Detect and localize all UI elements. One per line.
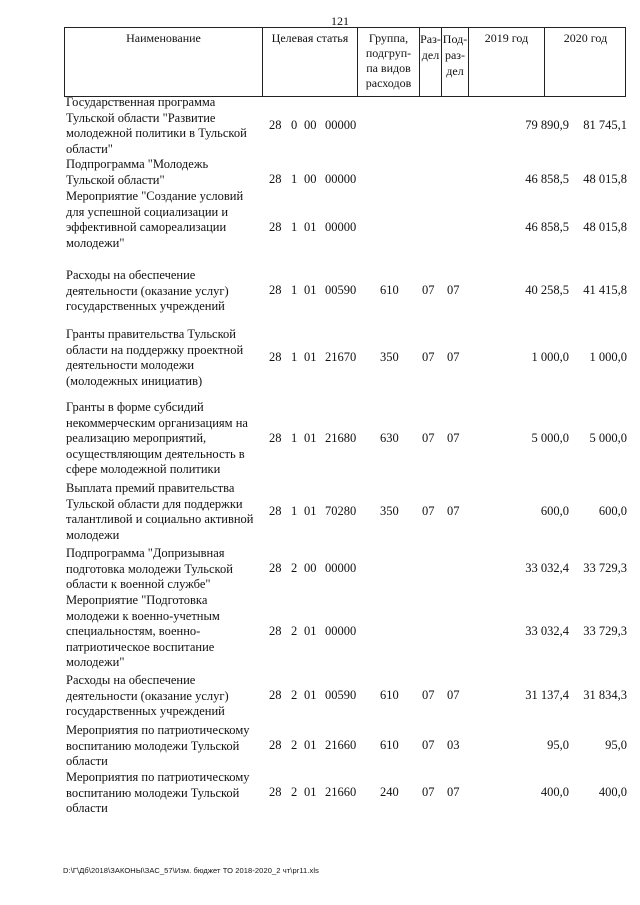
- expense-group: 630: [380, 431, 399, 445]
- code-subprogram: 1: [291, 283, 298, 297]
- expense-group: 350: [380, 350, 399, 364]
- header-year-2020: 2020 год: [563, 31, 608, 45]
- code-direction: 21660: [325, 738, 357, 752]
- amount-2020: 48 015,8: [583, 172, 627, 186]
- row-name: Расходы на обеспечение деятельности (оказание услуг) государственных учреждений: [66, 673, 229, 719]
- code-direction: 00000: [325, 220, 357, 234]
- amount-2020: 33 729,3: [583, 624, 627, 638]
- code-event: 01: [304, 350, 317, 364]
- code-program: 28: [269, 624, 282, 638]
- section: 07: [422, 431, 435, 445]
- code-subprogram: 1: [291, 504, 298, 518]
- amount-2019: 95,0: [547, 738, 569, 752]
- amount-2019: 400,0: [540, 785, 569, 799]
- expense-group: 610: [380, 283, 399, 297]
- amount-2020: 81 745,1: [583, 118, 627, 132]
- amount-2019: 1 000,0: [531, 350, 569, 364]
- section: 07: [422, 350, 435, 364]
- code-program: 28: [269, 738, 282, 752]
- code-direction: 70280: [325, 504, 357, 518]
- amount-2020: 5 000,0: [589, 431, 627, 445]
- amount-2019: 600,0: [540, 504, 569, 518]
- amount-2019: 33 032,4: [525, 561, 569, 575]
- row-name: Гранты в форме субсидий некоммерческим организациям на реализацию мероприятий, осуществляющим деятельность в сфере молодежной политики: [66, 400, 248, 477]
- subsection: 03: [447, 738, 460, 752]
- row-name: Мероприятия по патриотическому воспитанию молодежи Тульской области: [66, 723, 250, 769]
- code-program: 28: [269, 283, 282, 297]
- code-direction: 00000: [325, 172, 357, 186]
- code-program: 28: [269, 220, 282, 234]
- row-name: Мероприятия по патриотическому воспитанию молодежи Тульской области: [66, 770, 250, 816]
- expense-group: 610: [380, 738, 399, 752]
- code-subprogram: 2: [291, 688, 298, 702]
- amount-2019: 5 000,0: [531, 431, 569, 445]
- code-event: 01: [304, 624, 317, 638]
- code-direction: 00590: [325, 283, 357, 297]
- amount-2019: 46 858,5: [525, 172, 569, 186]
- amount-2020: 600,0: [598, 504, 627, 518]
- header-target-article: Целевая статья: [263, 28, 358, 96]
- code-event: 00: [304, 561, 317, 575]
- header-section: Раз- дел: [420, 28, 442, 96]
- code-subprogram: 0: [291, 118, 298, 132]
- row-name: Гранты правительства Тульской области на поддержку проектной деятельности молодежи (молодежных инициатив): [66, 327, 244, 388]
- amount-2020: 400,0: [598, 785, 627, 799]
- section: 07: [422, 504, 435, 518]
- amount-2020: 48 015,8: [583, 220, 627, 234]
- code-subprogram: 2: [291, 624, 298, 638]
- table-header: [64, 27, 626, 97]
- amount-2019: 46 858,5: [525, 220, 569, 234]
- code-event: 01: [304, 283, 317, 297]
- code-direction: 00590: [325, 688, 357, 702]
- header-subsection: Под- раз- дел: [442, 28, 469, 96]
- amount-2020: 31 834,3: [583, 688, 627, 702]
- code-subprogram: 1: [291, 172, 298, 186]
- row-name: Подпрограмма "Допризывная подготовка молодежи Тульской области к военной службе": [66, 546, 233, 592]
- expense-group: 240: [380, 785, 399, 799]
- amount-2020: 1 000,0: [589, 350, 627, 364]
- code-subprogram: 2: [291, 738, 298, 752]
- code-direction: 00000: [325, 118, 357, 132]
- code-event: 01: [304, 785, 317, 799]
- expense-group: 350: [380, 504, 399, 518]
- row-name: Подпрограмма "Молодежь Тульской области": [66, 157, 209, 187]
- section: 07: [422, 688, 435, 702]
- code-program: 28: [269, 350, 282, 364]
- code-subprogram: 2: [291, 561, 298, 575]
- code-program: 28: [269, 118, 282, 132]
- code-subprogram: 1: [291, 431, 298, 445]
- row-name: Государственная программа Тульской области "Развитие молодежной политики в Тульской области": [66, 95, 247, 156]
- code-program: 28: [269, 431, 282, 445]
- subsection: 07: [447, 688, 460, 702]
- header-name: Наименование: [65, 28, 263, 96]
- code-event: 00: [304, 118, 317, 132]
- code-event: 00: [304, 172, 317, 186]
- subsection: 07: [447, 431, 460, 445]
- header-year-2019: 2019 год: [469, 28, 545, 96]
- amount-2020: 33 729,3: [583, 561, 627, 575]
- file-path-footer: D:\Г\Дб\2018\ЗАКОНЫ\ЗАС_57\Изм. бюджет ТО 2018-2020_2 чт\pr11.xls: [63, 866, 319, 875]
- amount-2020: 95,0: [605, 738, 627, 752]
- code-subprogram: 1: [291, 220, 298, 234]
- code-program: 28: [269, 688, 282, 702]
- code-program: 28: [269, 561, 282, 575]
- amount-2019: 33 032,4: [525, 624, 569, 638]
- expense-group: 610: [380, 688, 399, 702]
- row-name: Мероприятие "Подготовка молодежи к военно-учетным специальностям, военно- патриотическое воспитание молодежи": [66, 593, 220, 670]
- header-expense-group: Группа, подгруп- па видов расходов: [358, 28, 420, 96]
- code-event: 01: [304, 504, 317, 518]
- code-event: 01: [304, 738, 317, 752]
- code-subprogram: 2: [291, 785, 298, 799]
- subsection: 07: [447, 283, 460, 297]
- section: 07: [422, 785, 435, 799]
- code-direction: 00000: [325, 561, 357, 575]
- row-name: Расходы на обеспечение деятельности (оказание услуг) государственных учреждений: [66, 268, 229, 314]
- row-name: Выплата премий правительства Тульской области для поддержки талантливой и социально активной молодежи: [66, 481, 254, 542]
- code-program: 28: [269, 504, 282, 518]
- code-event: 01: [304, 431, 317, 445]
- code-subprogram: 1: [291, 350, 298, 364]
- code-direction: 21670: [325, 350, 357, 364]
- code-event: 01: [304, 220, 317, 234]
- code-program: 28: [269, 785, 282, 799]
- code-event: 01: [304, 688, 317, 702]
- amount-2020: 41 415,8: [583, 283, 627, 297]
- page-number: 121: [331, 14, 349, 28]
- row-name: Мероприятие "Создание условий для успешной социализации и эффективной самореализации молодежи": [66, 189, 244, 250]
- amount-2019: 31 137,4: [525, 688, 569, 702]
- amount-2019: 40 258,5: [525, 283, 569, 297]
- subsection: 07: [447, 785, 460, 799]
- subsection: 07: [447, 504, 460, 518]
- subsection: 07: [447, 350, 460, 364]
- amount-2019: 79 890,9: [525, 118, 569, 132]
- code-direction: 21680: [325, 431, 357, 445]
- section: 07: [422, 738, 435, 752]
- section: 07: [422, 283, 435, 297]
- code-direction: 21660: [325, 785, 357, 799]
- code-direction: 00000: [325, 624, 357, 638]
- code-program: 28: [269, 172, 282, 186]
